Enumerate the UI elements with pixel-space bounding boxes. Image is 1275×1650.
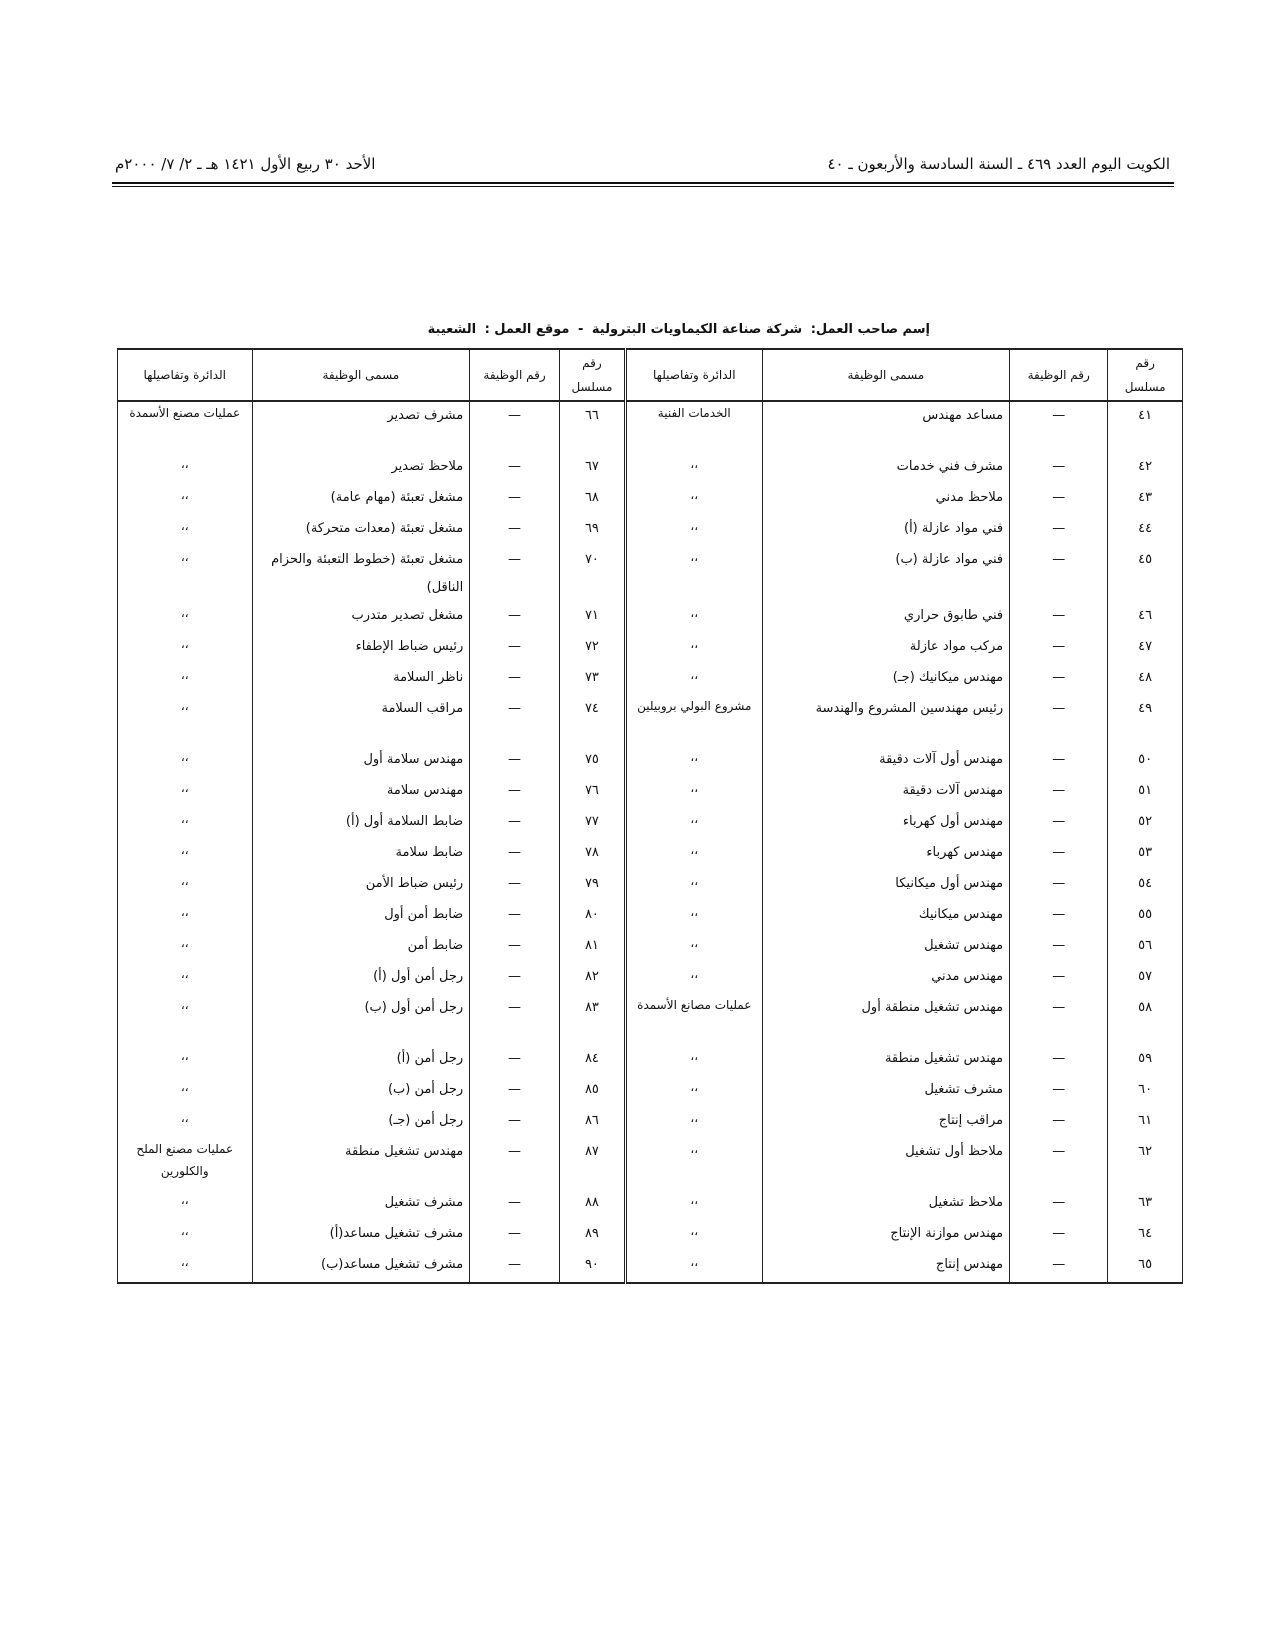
jobno-cell: — xyxy=(1010,453,1108,484)
jobno-cell: — xyxy=(1010,870,1108,901)
job-title-cell: مشرف تصدير xyxy=(252,401,470,453)
table-row xyxy=(118,839,1183,870)
serial-cell: ٧٦ xyxy=(559,777,625,808)
jobno-cell: — xyxy=(1010,633,1108,664)
department-cell: ،، xyxy=(118,1045,253,1076)
department-cell: ،، xyxy=(118,994,253,1045)
col-jobno-2: رقم الوظيفة xyxy=(470,349,560,401)
serial-cell: ٦٢ xyxy=(1108,1138,1183,1189)
serial-cell: ٤٩ xyxy=(1108,695,1183,746)
jobno-cell: — xyxy=(1010,695,1108,746)
serial-cell: ٦٥ xyxy=(1108,1251,1183,1283)
serial-cell: ٨٣ xyxy=(559,994,625,1045)
serial-cell: ٤٤ xyxy=(1108,515,1183,546)
job-title-cell: رجل أمن (جـ) xyxy=(252,1107,470,1138)
table-row xyxy=(118,695,1183,746)
jobno-cell: — xyxy=(470,994,560,1045)
serial-cell: ٧١ xyxy=(559,602,625,633)
department-cell: ،، xyxy=(626,1220,763,1251)
employer-line xyxy=(300,322,930,337)
job-title-cell: مهندس تشغيل منطقة xyxy=(762,1045,1010,1076)
serial-cell: ٦٣ xyxy=(1108,1189,1183,1220)
department-cell: ،، xyxy=(626,808,763,839)
table-row xyxy=(118,453,1183,484)
department-cell: ،، xyxy=(626,515,763,546)
serial-cell: ٨٧ xyxy=(559,1138,625,1189)
serial-cell: ٥٨ xyxy=(1108,994,1183,1045)
table-row xyxy=(118,746,1183,777)
jobno-cell: — xyxy=(470,963,560,994)
serial-cell: ٨٤ xyxy=(559,1045,625,1076)
table-row xyxy=(118,401,1183,453)
serial-cell: ٨١ xyxy=(559,932,625,963)
serial-cell: ٤٧ xyxy=(1108,633,1183,664)
job-title-cell: ضابط السلامة أول (أ) xyxy=(252,808,470,839)
job-title-cell: فني طابوق حراري xyxy=(762,602,1010,633)
department-cell: عمليات مصانع الأسمدة xyxy=(626,994,763,1045)
department-cell: ،، xyxy=(118,1189,253,1220)
department-cell: ،، xyxy=(118,901,253,932)
jobno-cell: — xyxy=(470,746,560,777)
job-title-cell: مهندس أول ميكانيكا xyxy=(762,870,1010,901)
serial-cell: ٦٩ xyxy=(559,515,625,546)
job-title-cell: مهندس تشغيل منطقة أول xyxy=(762,994,1010,1045)
jobno-cell: — xyxy=(470,1076,560,1107)
col-title-2: مسمى الوظيفة xyxy=(252,349,470,401)
serial-cell: ٥٦ xyxy=(1108,932,1183,963)
department-cell: ،، xyxy=(626,839,763,870)
jobno-cell: — xyxy=(470,401,560,453)
serial-cell: ٦٨ xyxy=(559,484,625,515)
table-row xyxy=(118,808,1183,839)
jobno-cell: — xyxy=(470,901,560,932)
serial-cell: ٧٧ xyxy=(559,808,625,839)
header-rule-thin xyxy=(112,186,1174,187)
jobno-cell: — xyxy=(1010,1107,1108,1138)
job-title-cell: ضابط أمن أول xyxy=(252,901,470,932)
jobno-cell: — xyxy=(470,777,560,808)
jobno-cell: — xyxy=(470,1251,560,1283)
department-cell: ،، xyxy=(118,453,253,484)
serial-cell: ٦١ xyxy=(1108,1107,1183,1138)
job-title-cell: مهندس مدني xyxy=(762,963,1010,994)
jobno-cell: — xyxy=(470,546,560,602)
col-serial-2: رقم مسلسل xyxy=(559,349,625,401)
employer-label: إسم صاحب العمل: xyxy=(810,322,930,337)
table-row xyxy=(118,963,1183,994)
serial-cell: ٥٠ xyxy=(1108,746,1183,777)
table-row xyxy=(118,633,1183,664)
jobno-cell: — xyxy=(1010,808,1108,839)
jobno-cell: — xyxy=(1010,664,1108,695)
department-cell: ،، xyxy=(118,1220,253,1251)
table-header-row xyxy=(118,349,1183,401)
location-label: موقع العمل : xyxy=(484,322,570,337)
department-cell: ،، xyxy=(118,746,253,777)
serial-cell: ٨٩ xyxy=(559,1220,625,1251)
serial-cell: ٦٠ xyxy=(1108,1076,1183,1107)
serial-cell: ٥١ xyxy=(1108,777,1183,808)
department-cell: عمليات مصنع الأسمدة xyxy=(118,401,253,453)
department-cell: ،، xyxy=(626,963,763,994)
job-title-cell: ضابط أمن xyxy=(252,932,470,963)
jobno-cell: — xyxy=(1010,484,1108,515)
employer-separator: - xyxy=(577,322,584,337)
job-title-cell: مهندس سلامة أول xyxy=(252,746,470,777)
job-title-cell: مهندس تشغيل منطقة xyxy=(252,1138,470,1189)
serial-cell: ٨٢ xyxy=(559,963,625,994)
department-cell: ،، xyxy=(626,777,763,808)
table-row xyxy=(118,546,1183,602)
serial-cell: ٦٧ xyxy=(559,453,625,484)
department-cell: ،، xyxy=(118,484,253,515)
department-cell: مشروع البولي بروبيلين xyxy=(626,695,763,746)
job-title-cell: مهندس موازنة الإنتاج xyxy=(762,1220,1010,1251)
jobno-cell: — xyxy=(1010,901,1108,932)
jobno-cell: — xyxy=(1010,1189,1108,1220)
job-title-cell: مشرف تشغيل xyxy=(762,1076,1010,1107)
job-title-cell: مهندس ميكانيك xyxy=(762,901,1010,932)
serial-cell: ٥٥ xyxy=(1108,901,1183,932)
department-cell: ،، xyxy=(118,695,253,746)
department-cell: ،، xyxy=(626,484,763,515)
department-cell: ،، xyxy=(626,546,763,602)
table-row xyxy=(118,932,1183,963)
serial-cell: ٤٨ xyxy=(1108,664,1183,695)
table-row xyxy=(118,484,1183,515)
table-row xyxy=(118,1076,1183,1107)
department-cell: عمليات مصنع الملح والكلورين xyxy=(118,1138,253,1189)
table-row xyxy=(118,515,1183,546)
col-jobno: رقم الوظيفة xyxy=(1010,349,1108,401)
department-cell: ،، xyxy=(118,777,253,808)
job-title-cell: ملاحظ تصدير xyxy=(252,453,470,484)
table-row xyxy=(118,1045,1183,1076)
job-title-cell: مهندس إنتاج xyxy=(762,1251,1010,1283)
jobno-cell: — xyxy=(470,870,560,901)
serial-cell: ٥٢ xyxy=(1108,808,1183,839)
serial-cell: ٧٠ xyxy=(559,546,625,602)
jobno-cell: — xyxy=(470,695,560,746)
job-title-cell: فني مواد عازلة (أ) xyxy=(762,515,1010,546)
job-title-cell: ناظر السلامة xyxy=(252,664,470,695)
jobno-cell: — xyxy=(470,1138,560,1189)
table-row xyxy=(118,602,1183,633)
serial-cell: ٧٥ xyxy=(559,746,625,777)
job-title-cell: مشرف فني خدمات xyxy=(762,453,1010,484)
jobno-cell: — xyxy=(470,633,560,664)
job-title-cell: مركب مواد عازلة xyxy=(762,633,1010,664)
serial-cell: ٨٨ xyxy=(559,1189,625,1220)
jobno-cell: — xyxy=(470,808,560,839)
header-issue: الكويت اليوم العدد ٤٦٩ ـ السنة السادسة والأربعون ـ ٤٠ xyxy=(827,155,1170,173)
department-cell: ،، xyxy=(626,1189,763,1220)
serial-cell: ٤٢ xyxy=(1108,453,1183,484)
department-cell: ،، xyxy=(626,932,763,963)
department-cell: ،، xyxy=(626,870,763,901)
department-cell: الخدمات الفنية xyxy=(626,401,763,453)
department-cell: ،، xyxy=(118,546,253,602)
jobno-cell: — xyxy=(470,839,560,870)
table-row xyxy=(118,1251,1183,1283)
serial-cell: ٦٤ xyxy=(1108,1220,1183,1251)
job-title-cell: مراقب إنتاج xyxy=(762,1107,1010,1138)
jobno-cell: — xyxy=(1010,1076,1108,1107)
serial-cell: ٥٣ xyxy=(1108,839,1183,870)
serial-cell: ٩٠ xyxy=(559,1251,625,1283)
department-cell: ،، xyxy=(626,633,763,664)
jobno-cell: — xyxy=(1010,401,1108,453)
department-cell: ،، xyxy=(626,1107,763,1138)
department-cell: ،، xyxy=(118,633,253,664)
department-cell: ،، xyxy=(626,1076,763,1107)
job-title-cell: مهندس أول آلات دقيقة xyxy=(762,746,1010,777)
job-title-cell: مهندس سلامة xyxy=(252,777,470,808)
serial-cell: ٨٥ xyxy=(559,1076,625,1107)
serial-cell: ٨٠ xyxy=(559,901,625,932)
jobno-cell: — xyxy=(470,453,560,484)
department-cell: ،، xyxy=(626,1138,763,1189)
department-cell: ،، xyxy=(118,932,253,963)
job-title-cell: مشغل تصدير متدرب xyxy=(252,602,470,633)
jobno-cell: — xyxy=(470,602,560,633)
serial-cell: ٨٦ xyxy=(559,1107,625,1138)
jobno-cell: — xyxy=(470,1189,560,1220)
table-row xyxy=(118,1220,1183,1251)
job-title-cell: مشرف تشغيل مساعد(أ) xyxy=(252,1220,470,1251)
table-row xyxy=(118,664,1183,695)
jobs-table xyxy=(117,348,1183,1284)
table-row xyxy=(118,1138,1183,1189)
jobno-cell: — xyxy=(1010,1045,1108,1076)
department-cell: ،، xyxy=(626,1045,763,1076)
department-cell: ،، xyxy=(118,1076,253,1107)
serial-cell: ٥٧ xyxy=(1108,963,1183,994)
serial-cell: ٤٣ xyxy=(1108,484,1183,515)
jobno-cell: — xyxy=(470,932,560,963)
employer-name: شركة صناعة الكيماويات البترولية xyxy=(591,322,803,337)
job-title-cell: ملاحظ أول تشغيل xyxy=(762,1138,1010,1189)
job-title-cell: رئيس ضباط الأمن xyxy=(252,870,470,901)
serial-cell: ٧٩ xyxy=(559,870,625,901)
location-value: الشعيبة xyxy=(427,322,477,337)
serial-cell: ٧٤ xyxy=(559,695,625,746)
header-rule xyxy=(112,182,1174,184)
job-title-cell: مهندس ميكانيك (جـ) xyxy=(762,664,1010,695)
job-title-cell: رئيس ضباط الإطفاء xyxy=(252,633,470,664)
serial-cell: ٧٣ xyxy=(559,664,625,695)
job-title-cell: مهندس آلات دقيقة xyxy=(762,777,1010,808)
job-title-cell: مشرف تشغيل مساعد(ب) xyxy=(252,1251,470,1283)
serial-cell: ٤٦ xyxy=(1108,602,1183,633)
table-row xyxy=(118,870,1183,901)
department-cell: ،، xyxy=(118,839,253,870)
table-row xyxy=(118,994,1183,1045)
department-cell: ،، xyxy=(626,602,763,633)
jobno-cell: — xyxy=(1010,1251,1108,1283)
jobno-cell: — xyxy=(1010,777,1108,808)
jobno-cell: — xyxy=(1010,515,1108,546)
jobno-cell: — xyxy=(1010,1138,1108,1189)
jobno-cell: — xyxy=(1010,839,1108,870)
job-title-cell: ملاحظ مدني xyxy=(762,484,1010,515)
department-cell: ،، xyxy=(118,664,253,695)
job-title-cell: مشغل تعبئة (خطوط التعبئة والحزام الناقل) xyxy=(252,546,470,602)
jobno-cell: — xyxy=(470,1107,560,1138)
col-serial: رقم مسلسل xyxy=(1108,349,1183,401)
table-row xyxy=(118,1189,1183,1220)
job-title-cell: رجل أمن (ب) xyxy=(252,1076,470,1107)
department-cell: ،، xyxy=(118,963,253,994)
job-title-cell: رجل أمن أول (أ) xyxy=(252,963,470,994)
serial-cell: ٧٢ xyxy=(559,633,625,664)
jobno-cell: — xyxy=(1010,746,1108,777)
jobno-cell: — xyxy=(470,1045,560,1076)
job-title-cell: ضابط سلامة xyxy=(252,839,470,870)
department-cell: ،، xyxy=(118,602,253,633)
serial-cell: ٧٨ xyxy=(559,839,625,870)
jobno-cell: — xyxy=(470,515,560,546)
col-dept-2: الدائرة وتفاصيلها xyxy=(118,349,253,401)
col-title: مسمى الوظيفة xyxy=(762,349,1010,401)
department-cell: ،، xyxy=(118,1107,253,1138)
serial-cell: ٦٦ xyxy=(559,401,625,453)
job-title-cell: مهندس تشغيل xyxy=(762,932,1010,963)
header-date: الأحد ٣٠ ربيع الأول ١٤٢١ هـ ـ ٢/ ٧/ ٢٠٠٠م xyxy=(115,155,376,173)
page-header xyxy=(115,152,1170,176)
job-title-cell: فني مواد عازلة (ب) xyxy=(762,546,1010,602)
job-title-cell: مراقب السلامة xyxy=(252,695,470,746)
job-title-cell: ملاحظ تشغيل xyxy=(762,1189,1010,1220)
job-title-cell: مساعد مهندس xyxy=(762,401,1010,453)
department-cell: ،، xyxy=(626,1251,763,1283)
department-cell: ،، xyxy=(626,901,763,932)
serial-cell: ٥٩ xyxy=(1108,1045,1183,1076)
department-cell: ،، xyxy=(118,515,253,546)
jobno-cell: — xyxy=(1010,1220,1108,1251)
job-title-cell: رئيس مهندسين المشروع والهندسة xyxy=(762,695,1010,746)
table-row xyxy=(118,1107,1183,1138)
serial-cell: ٤٥ xyxy=(1108,546,1183,602)
department-cell: ،، xyxy=(118,808,253,839)
jobno-cell: — xyxy=(1010,963,1108,994)
jobno-cell: — xyxy=(1010,932,1108,963)
job-title-cell: مشرف تشغيل xyxy=(252,1189,470,1220)
department-cell: ،، xyxy=(626,453,763,484)
department-cell: ،، xyxy=(118,1251,253,1283)
serial-cell: ٥٤ xyxy=(1108,870,1183,901)
jobno-cell: — xyxy=(1010,546,1108,602)
jobno-cell: — xyxy=(470,664,560,695)
table-row xyxy=(118,901,1183,932)
job-title-cell: مشغل تعبئة (مهام عامة) xyxy=(252,484,470,515)
jobno-cell: — xyxy=(470,484,560,515)
jobno-cell: — xyxy=(1010,994,1108,1045)
serial-cell: ٤١ xyxy=(1108,401,1183,453)
col-dept: الدائرة وتفاصيلها xyxy=(626,349,763,401)
table-row xyxy=(118,777,1183,808)
job-title-cell: مشغل تعبئة (معدات متحركة) xyxy=(252,515,470,546)
jobno-cell: — xyxy=(1010,602,1108,633)
job-title-cell: مهندس أول كهرباء xyxy=(762,808,1010,839)
department-cell: ،، xyxy=(626,664,763,695)
department-cell: ،، xyxy=(118,870,253,901)
job-title-cell: رجل أمن أول (ب) xyxy=(252,994,470,1045)
job-title-cell: مهندس كهرباء xyxy=(762,839,1010,870)
department-cell: ،، xyxy=(626,746,763,777)
jobno-cell: — xyxy=(470,1220,560,1251)
job-title-cell: رجل أمن (أ) xyxy=(252,1045,470,1076)
